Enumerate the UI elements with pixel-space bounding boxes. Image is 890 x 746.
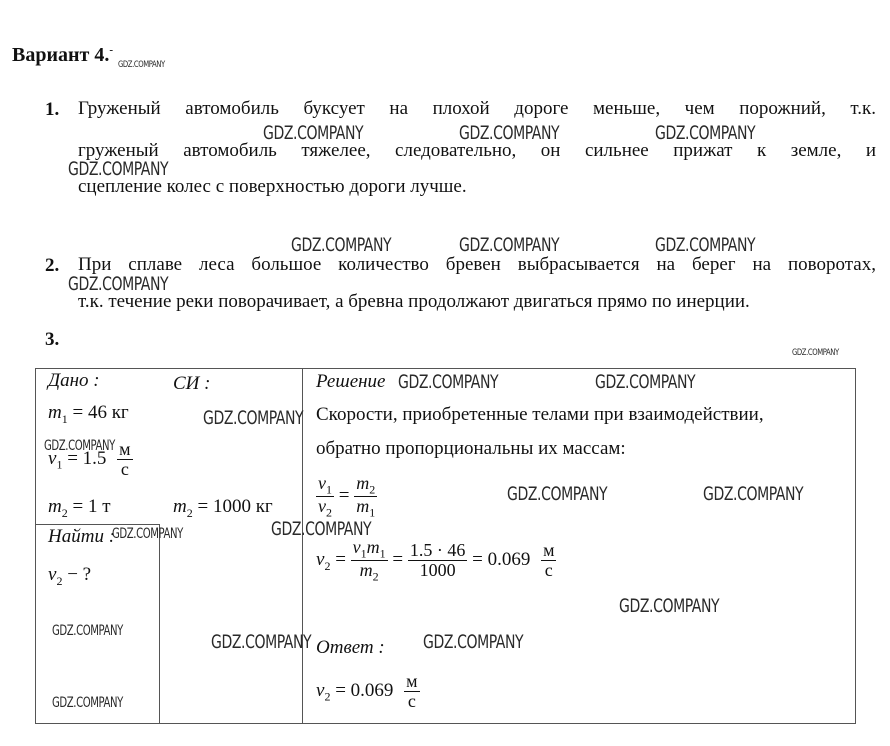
given-v1: $v_1 = 1.5$ $\frac{м}{с}$ (48, 439, 131, 479)
solution-text-line-1: Скорости, приобретенные телами при взаимодействии, (316, 404, 764, 425)
solution-text-line-2: обратно пропорциональны их массам: (316, 438, 626, 459)
answer-value: $v_2 = 0.069$ $\frac{м}{с}$ (316, 671, 418, 711)
item-number: 3. (45, 329, 60, 350)
watermark: GDZ.COMPANY (271, 518, 372, 540)
item-1-line-1: Груженый автомобиль буксует на плохой дороге меньше, чем порожний, т.к. (78, 98, 876, 119)
table-divider (35, 524, 160, 525)
watermark: GDZ.COMPANY (291, 234, 392, 256)
page-title: Вариант 4.- (12, 44, 114, 66)
watermark: GDZ.COMPANY (112, 526, 183, 542)
watermark: GDZ.COMPANY (792, 348, 839, 358)
watermark: GDZ.COMPANY (118, 60, 165, 70)
given-label: Дано : (48, 370, 100, 391)
given-m2: $m_2 = 1$ т (48, 496, 111, 520)
item-1-line-2: груженый автомобиль тяжелее, следовательно, он сильнее прижат к земле, и (78, 140, 876, 161)
item-2-line-2: т.к. течение реки поворачивает, а бревна продолжают двигаться прямо по инерции. (78, 291, 750, 312)
watermark: GDZ.COMPANY (703, 483, 804, 505)
si-label: СИ : (173, 373, 211, 394)
watermark: GDZ.COMPANY (44, 438, 115, 454)
table-left-border (35, 368, 36, 724)
find-v2: $v_2$ − ? (48, 564, 92, 588)
watermark: GDZ.COMPANY (263, 122, 364, 144)
watermark: GDZ.COMPANY (211, 631, 312, 653)
watermark: GDZ.COMPANY (52, 695, 123, 711)
equation-solution: $v_2$ = $\frac{v_1m_1}{m_2}$ = $\frac{1.5 \cdot 46}{1000}$ = 0.069 $\frac{м}{с}$ (316, 537, 555, 584)
item-2-line-1: При сплаве леса большое количество бревен выбрасывается на берег на поворотах, (78, 254, 876, 275)
table-divider (159, 524, 160, 724)
watermark: GDZ.COMPANY (655, 122, 756, 144)
unit-fraction: $\frac{м}{с}$ (119, 439, 131, 479)
item-number: 1. (45, 99, 60, 120)
watermark: GDZ.COMPANY (619, 595, 720, 617)
solution-label: Решение (316, 371, 386, 392)
table-top-border (35, 368, 856, 369)
si-m2: $m_2 = 1000$ кг (173, 496, 273, 520)
watermark: GDZ.COMPANY (459, 122, 560, 144)
watermark: GDZ.COMPANY (398, 371, 499, 393)
watermark: GDZ.COMPANY (203, 407, 304, 429)
watermark: GDZ.COMPANY (459, 234, 560, 256)
watermark: GDZ.COMPANY (68, 273, 169, 295)
given-m1: $m_1 = 46$ кг (48, 402, 129, 426)
watermark: GDZ.COMPANY (68, 158, 169, 180)
watermark: GDZ.COMPANY (52, 623, 123, 639)
watermark: GDZ.COMPANY (655, 234, 756, 256)
item-number: 2. (45, 255, 60, 276)
item-1-line-3: сцепление колес с поверхностью дороги лучше. (78, 176, 467, 197)
watermark: GDZ.COMPANY (595, 371, 696, 393)
equation-ratio: $\frac{v_1}{v_2}$ = $\frac{m_2}{m_1}$ (318, 473, 376, 520)
watermark: GDZ.COMPANY (423, 631, 524, 653)
answer-label: Ответ : (316, 637, 385, 658)
watermark: GDZ.COMPANY (507, 483, 608, 505)
find-label: Найти : (48, 526, 116, 547)
table-right-border (855, 368, 856, 724)
